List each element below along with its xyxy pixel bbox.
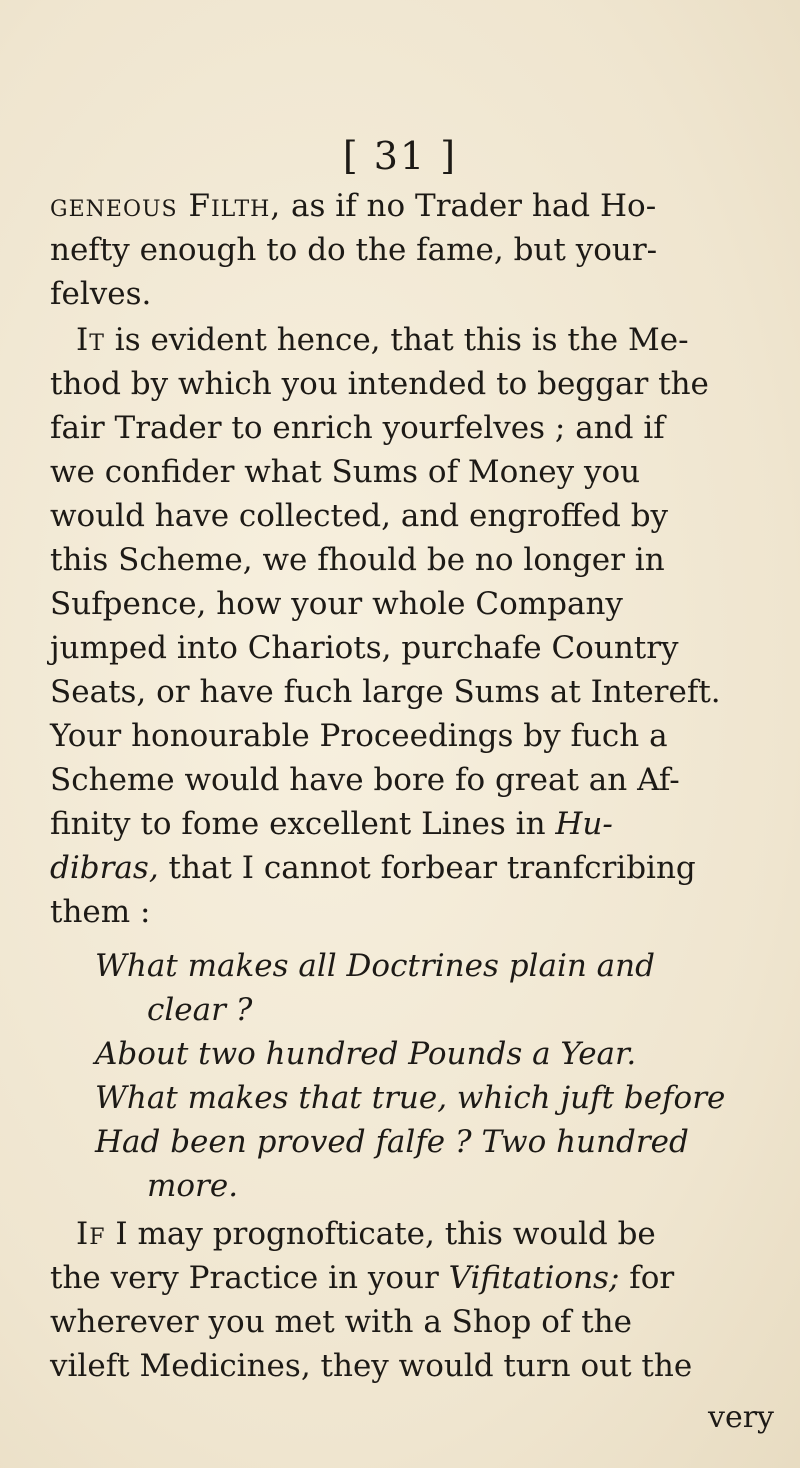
text-line — [50, 670, 740, 714]
text-line — [50, 1256, 740, 1300]
line-text: we confider what Sums of Money you — [50, 454, 641, 490]
paragraph-3 — [50, 1212, 740, 1388]
line-text: Scheme would have bore fo great an Af- — [50, 762, 680, 798]
text-line — [50, 362, 740, 406]
line-text: Sufpence, how your whole Company — [50, 586, 623, 622]
italic-title: dibras, — [50, 850, 159, 886]
text-line — [50, 272, 740, 316]
line-text: I may prognofticate, this would be — [105, 1216, 656, 1252]
text-line — [50, 758, 740, 802]
line-text: nefty enough to do the fame, but your- — [50, 232, 658, 268]
verse-line: Had been proved falfe ? Two hundred — [95, 1124, 689, 1160]
text-line — [50, 714, 740, 758]
verse-line: What makes that true, which juft before — [95, 1080, 726, 1116]
line-text: for — [619, 1260, 675, 1296]
line-text: them : — [50, 894, 151, 930]
line-text: felves. — [50, 276, 152, 312]
text-line — [50, 1300, 740, 1344]
text-line — [50, 582, 740, 626]
text-line — [50, 1344, 740, 1388]
italic-title: Hu- — [555, 806, 613, 842]
paragraph-1 — [50, 184, 740, 316]
verse-line: more. — [147, 1168, 239, 1204]
text-line — [50, 626, 740, 670]
text-line — [50, 406, 740, 450]
text-line — [50, 228, 740, 272]
line-text: thod by which you intended to beggar the — [50, 366, 709, 402]
text-line — [50, 450, 740, 494]
catchword: very — [708, 1400, 774, 1435]
verse-line: About two hundred Pounds a Year. — [95, 1036, 637, 1072]
line-text: wherever you met with a Shop of the — [50, 1304, 632, 1340]
text-line — [50, 846, 740, 890]
text-line — [50, 494, 740, 538]
line-text: would have collected, and engroffed by — [50, 498, 669, 534]
small-caps-lead: It — [76, 322, 105, 358]
text-line — [50, 890, 740, 934]
line-text: Seats, or have fuch large Sums at Intereft. — [50, 674, 721, 710]
text-line — [50, 802, 740, 846]
small-caps-lead: geneous Filth, — [50, 188, 282, 224]
verse-line: clear ? — [147, 992, 253, 1028]
small-caps-lead: If — [76, 1216, 106, 1252]
line-text: fair Trader to enrich yourfelves ; and if — [50, 410, 665, 446]
verse-quotation — [95, 944, 755, 1208]
line-text: as if no Trader had Ho- — [281, 188, 657, 224]
line-text: that I cannot forbear tranfcribing — [168, 850, 696, 886]
line-text: vileft Medicines, they would turn out the — [50, 1348, 693, 1384]
text-line — [50, 538, 740, 582]
line-text: this Scheme, we fhould be no longer in — [50, 542, 665, 578]
line-text: finity to fome excellent Lines in — [50, 806, 556, 842]
text-line — [50, 1212, 740, 1256]
page-number: [ 31 ] — [342, 134, 458, 178]
text-line — [50, 318, 740, 362]
line-text: the very Practice in your — [50, 1260, 449, 1296]
line-text: is evident hence, that this is the Me- — [104, 322, 689, 358]
line-text: Your honourable Proceedings by fuch a — [50, 718, 668, 754]
paragraph-2 — [50, 318, 740, 934]
verse-line: What makes all Doctrines plain and — [95, 948, 655, 984]
line-text: jumped into Chariots, purchafe Country — [50, 630, 679, 666]
italic-word: Vifitations; — [448, 1260, 620, 1296]
text-line — [50, 184, 740, 228]
